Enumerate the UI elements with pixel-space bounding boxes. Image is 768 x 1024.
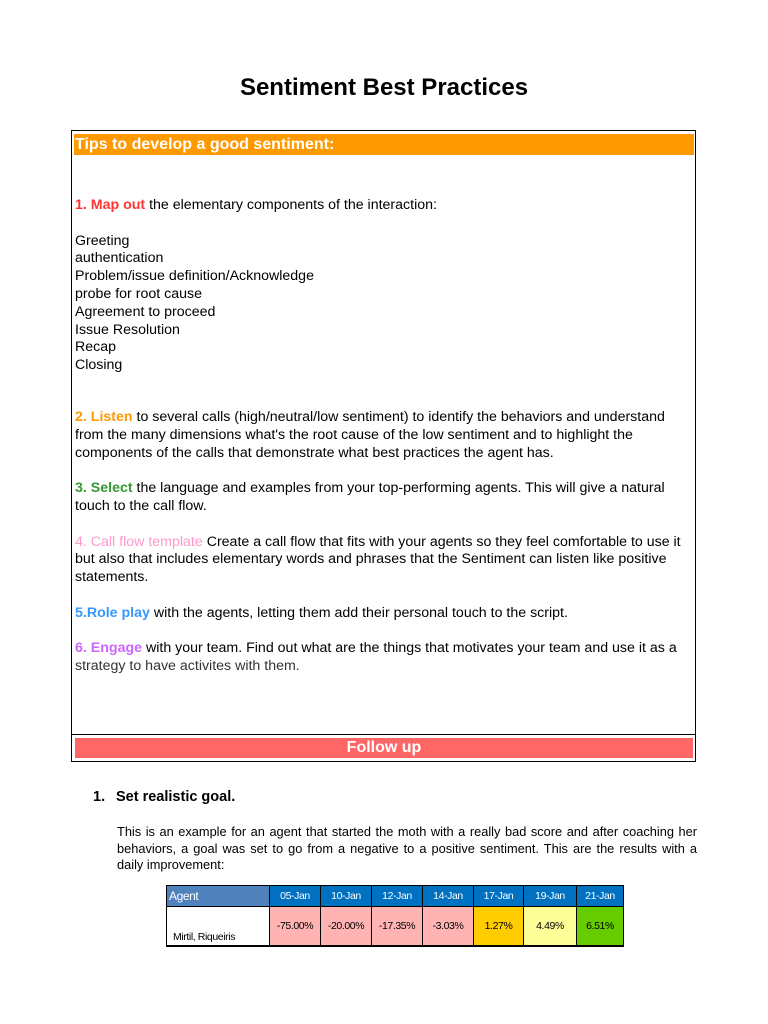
date-header: 10-Jan (321, 886, 372, 907)
step-call-flow-label: 4. Call flow template (75, 533, 203, 550)
goal-label: Set realistic goal. (116, 789, 236, 805)
date-header: 19-Jan (524, 886, 577, 907)
step-engage-text3: strategy to have activites with them. (75, 658, 300, 675)
tips-content (75, 197, 692, 676)
score-cell: 1.27% (474, 907, 524, 947)
date-header: 05-Jan (270, 886, 321, 907)
score-cell: -20.00% (321, 907, 372, 947)
date-header: 12-Jan (372, 886, 423, 907)
step-select-text: the language and examples from your top-performing agents. This will give a natural touch to the call flow. (75, 480, 665, 514)
agent-column-header: Agent (167, 886, 270, 907)
step-map-out (75, 197, 692, 215)
step-role-play-text: with the agents, letting them add their personal touch to the script. (149, 604, 568, 621)
step-engage (75, 640, 692, 676)
table-row (167, 907, 624, 947)
step-select-label: 3. Select (75, 480, 133, 497)
step-engage-text2: . Find out what are the things that motivates your team and use it as a (238, 640, 677, 657)
step-select (75, 480, 692, 516)
step-map-out-text: the elementary components of the interaction: (145, 197, 437, 213)
step-role-play-label: 5.Role play (75, 604, 150, 621)
tips-header: Tips to develop a good sentiment: (74, 134, 694, 155)
divider (72, 734, 695, 735)
agent-results-table (166, 885, 624, 947)
date-header: 21-Jan (577, 886, 624, 907)
date-header: 14-Jan (423, 886, 474, 907)
component-item: Closing (75, 357, 123, 374)
table-header-row (167, 886, 624, 907)
component-item: probe for root cause (75, 285, 202, 302)
agent-name: Mirtil, Riqueiris (167, 907, 270, 947)
component-item: Agreement to proceed (75, 303, 216, 320)
step-listen-text: to several calls (high/neutral/low sentiment) to identify the behaviors and understand from the many dimensions what's the root cause of the low sentiment and to highlight the components of the calls that demonstrate what best practices the agent has. (75, 408, 665, 461)
component-item: Problem/issue definition/Acknowledge (75, 268, 314, 285)
page-title: Sentiment Best Practices (239, 74, 529, 101)
score-cell: -17.35% (372, 907, 423, 947)
score-cell: -3.03% (423, 907, 474, 947)
component-item: Issue Resolution (75, 321, 180, 338)
date-header: 17-Jan (474, 886, 524, 907)
step-role-play (75, 605, 692, 623)
step-listen-label: 2. Listen (75, 408, 133, 425)
step-map-out-label: 1. Map out (75, 197, 146, 213)
component-item: Recap (75, 339, 117, 356)
step-engage-label: 6. Engage (75, 640, 143, 657)
follow-up-header: Follow up (75, 738, 693, 758)
step-call-flow-text: Create a call flow that fits with your agents so they feel comfortable to use it but also that includes elementary words and phrases that the Sentiment can listen like positive statements. (75, 533, 681, 586)
score-cell: 4.49% (524, 907, 577, 947)
step-listen (75, 409, 692, 462)
component-item: authentication (75, 250, 164, 267)
score-cell: 6.51% (577, 907, 624, 947)
goal-number: 1. (93, 789, 106, 805)
goal-description: This is an example for an agent that started the moth with a really bad score and after coaching her behaviors, a goal was set to go from a negative to a positive sentiment. This are the results with a daily improvement: (117, 824, 697, 872)
tips-box (71, 130, 696, 762)
score-cell: -75.00% (270, 907, 321, 947)
step-call-flow (75, 534, 692, 587)
component-item: Greeting (75, 232, 130, 249)
goal-heading (93, 789, 235, 805)
step-engage-text: with your team (142, 640, 239, 657)
